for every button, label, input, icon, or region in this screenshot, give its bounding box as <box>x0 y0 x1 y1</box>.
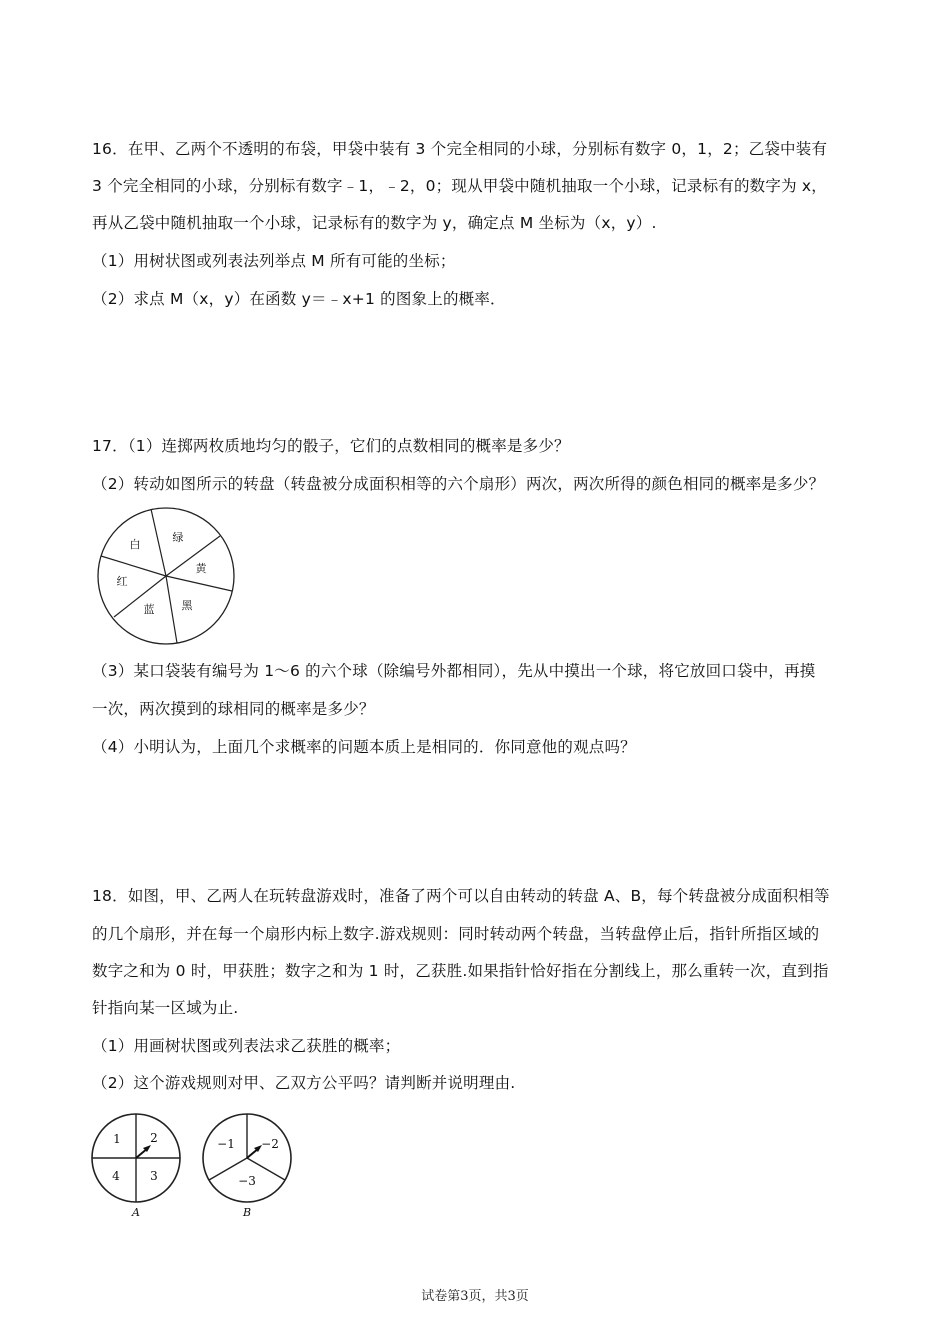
spinner-a-caption: A <box>132 1206 140 1219</box>
page-footer: 试卷第3页，共3页 <box>421 1289 529 1304</box>
spinner-b <box>202 1112 302 1222</box>
spinner-b-label-neg3: −3 <box>238 1174 256 1188</box>
q16-line-1: 16．在甲、乙两个不透明的布袋，甲袋中装有 3 个完全相同的小球，分别标有数字 0，1，2；乙袋中装有 <box>92 140 828 158</box>
q18-line-1: 18．如图，甲、乙两人在玩转盘游戏时，准备了两个可以自由转动的转盘 A、B，每个转盘被分成面积相等 <box>92 887 830 905</box>
sector-label-green: 绿 <box>172 531 184 544</box>
spinner-b-label-neg1: −1 <box>217 1137 235 1151</box>
q18-line-2: 的几个扇形，并在每一个扇形内标上数字.游戏规则：同时转动两个转盘，当转盘停止后，指针所指区域的 <box>92 925 820 943</box>
q17-part-3-cont: 一次，两次摸到的球相同的概率是多少？ <box>92 700 375 718</box>
q18-part-1: （1）用画树状图或列表法求乙获胜的概率； <box>92 1037 401 1055</box>
q17-part-4: （4）小明认为，上面几个求概率的问题本质上是相同的．你同意他的观点吗？ <box>92 738 636 756</box>
q16-line-2: 3 个完全相同的小球，分别标有数字﹣1，﹣2，0；现从甲袋中随机抽取一个小球，记录标有的数字为 x， <box>92 177 827 195</box>
sector-label-black: 黑 <box>181 599 193 612</box>
sector-label-white: 白 <box>129 538 141 551</box>
q17-part-3: （3）某口袋装有编号为 1～6 的六个球（除编号外都相同），先从中摸出一个球，将它放回口袋中，再摸 <box>92 662 816 680</box>
spinner-b-label-neg2: −2 <box>261 1137 279 1151</box>
q16-part-2: （2）求点 M（x，y）在函数 y＝﹣x+1 的图象上的概率． <box>92 290 506 308</box>
sector-label-blue: 蓝 <box>143 603 155 616</box>
q17-part-1: 17．（1）连掷两枚质地均匀的骰子，它们的点数相同的概率是多少？ <box>92 437 570 455</box>
q16-line-3: 再从乙袋中随机抽取一个小球，记录标有的数字为 y，确定点 M 坐标为（x，y）. <box>92 214 657 232</box>
q18-part-2: （2）这个游戏规则对甲、乙双方公平吗？请判断并说明理由. <box>92 1074 516 1092</box>
spinner-a <box>90 1112 190 1222</box>
q18-line-4: 针指向某一区域为止. <box>92 999 239 1017</box>
spinner-a-label-1: 1 <box>113 1132 121 1146</box>
spinner-a-label-4: 4 <box>112 1169 120 1183</box>
sector-label-red: 红 <box>116 575 128 588</box>
spinner-b-caption: B <box>242 1206 252 1219</box>
q18-line-3: 数字之和为 0 时，甲获胜；数字之和为 1 时，乙获胜.如果指针恰好指在分割线上，那么重转一次，直到指 <box>92 962 829 980</box>
six-sector-spinner <box>96 506 246 646</box>
spinner-a-label-2: 2 <box>150 1131 158 1145</box>
sector-label-yellow: 黄 <box>195 562 207 575</box>
q16-part-1: （1）用树状图或列表法列举点 M 所有可能的坐标； <box>92 252 456 270</box>
q17-part-2: （2）转动如图所示的转盘（转盘被分成面积相等的六个扇形）两次，两次所得的颜色相同的概率是多少？ <box>92 475 825 493</box>
spinner-a-label-3: 3 <box>150 1169 158 1183</box>
